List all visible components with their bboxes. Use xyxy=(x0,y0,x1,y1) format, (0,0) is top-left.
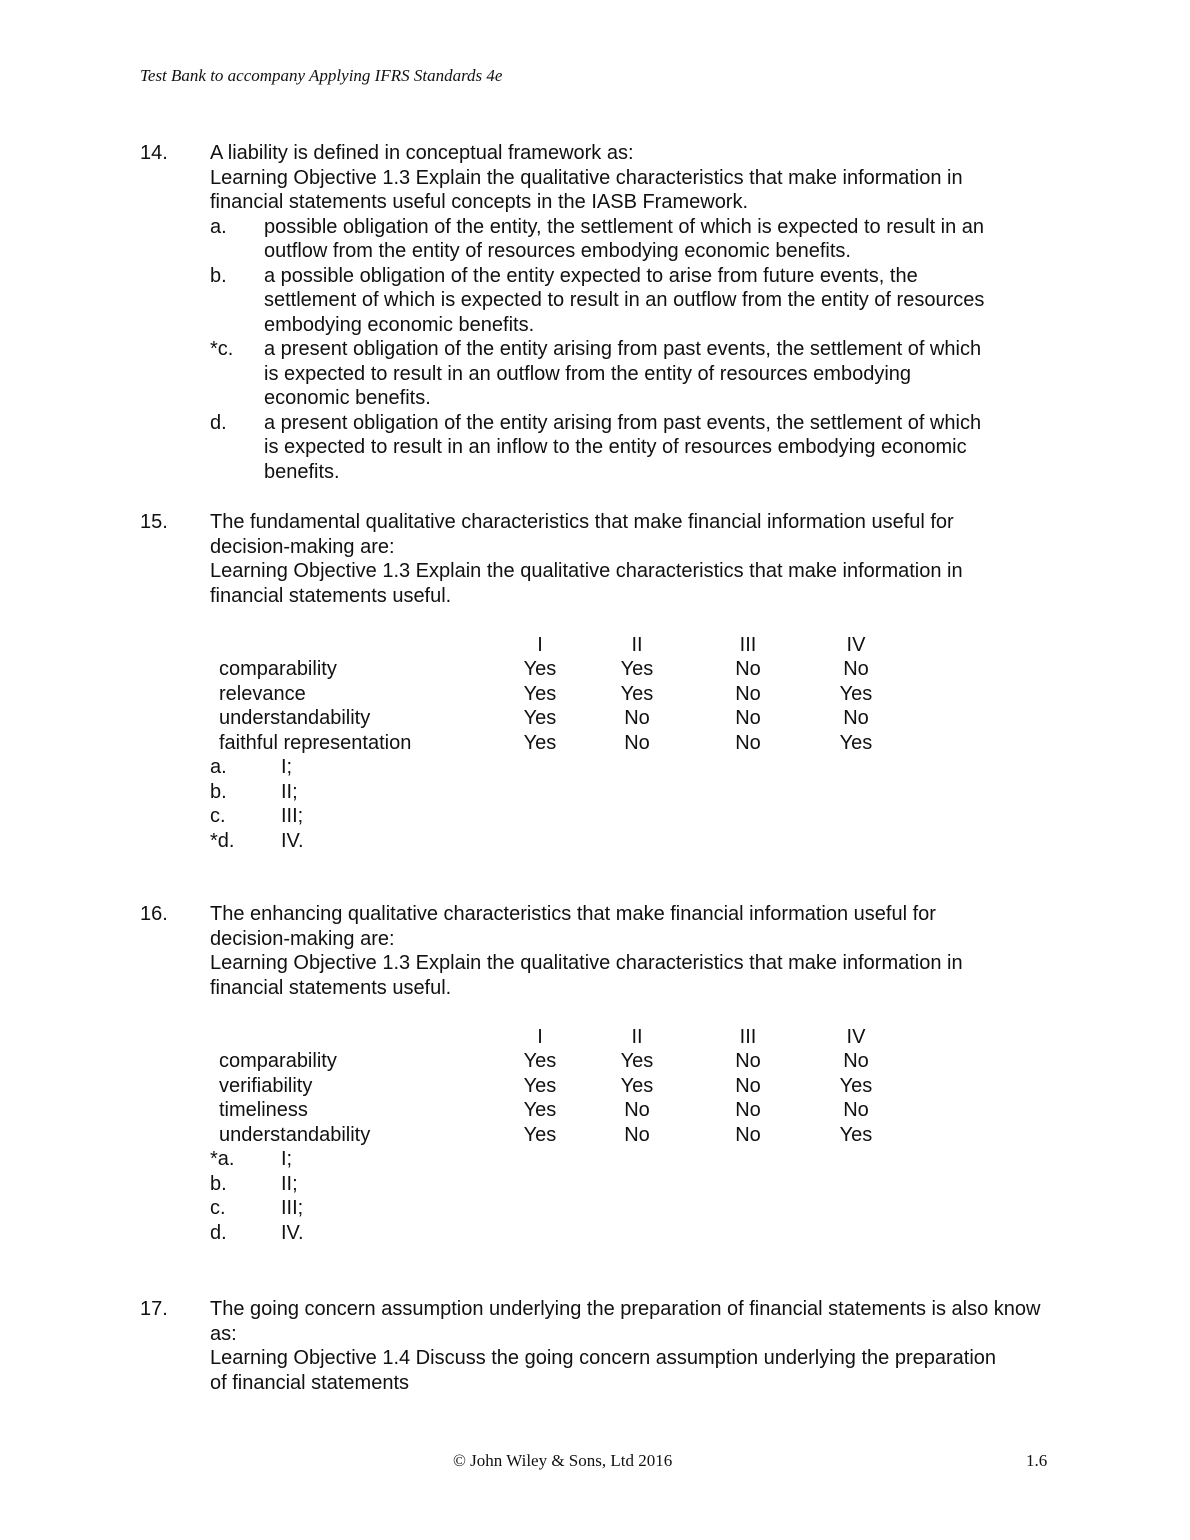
table-cell: Yes xyxy=(523,707,557,729)
option-letter: a. xyxy=(210,215,227,238)
choice-text: III; xyxy=(281,805,304,827)
table-column-header: II xyxy=(631,1025,643,1048)
table-cell: Yes xyxy=(523,682,557,705)
option-text-line: possible obligation of the entity, the settlement of which is expected to result in an xyxy=(264,215,985,238)
table-row-label: timeliness xyxy=(219,1099,308,1121)
question-number: 17. xyxy=(140,1298,168,1320)
choice-text: II; xyxy=(281,1172,298,1195)
table-cell: No xyxy=(624,707,650,729)
table-cell: No xyxy=(843,658,869,680)
table-column-header: I xyxy=(537,1025,543,1048)
choice-text: III; xyxy=(281,1197,304,1219)
table-cell: No xyxy=(735,1074,761,1097)
question-number: 16. xyxy=(140,903,168,925)
question-stem-line: The fundamental qualitative characteristics that make financial information useful for xyxy=(210,511,954,533)
choice-letter: d. xyxy=(210,1221,227,1244)
table-cell: No xyxy=(624,1099,650,1121)
option-text-line: benefits. xyxy=(264,460,340,483)
question-stem-line: Learning Objective 1.3 Explain the qualitative characteristics that make information in xyxy=(210,166,963,189)
option-letter: *c. xyxy=(210,338,234,360)
question-stem-line: as: xyxy=(210,1322,237,1345)
question-stem-line: of financial statements xyxy=(210,1371,409,1394)
question-stem-line: A liability is defined in conceptual framework as: xyxy=(210,142,634,164)
option-text-line: economic benefits. xyxy=(264,387,431,409)
table-row-label: faithful representation xyxy=(219,731,412,754)
table-row-label: comparability xyxy=(219,658,337,680)
table-row-label: relevance xyxy=(219,682,306,705)
question-stem-line: decision-making are: xyxy=(210,927,395,950)
table-cell: Yes xyxy=(839,1123,873,1146)
option-text-line: embodying economic benefits. xyxy=(264,313,535,336)
table-cell: Yes xyxy=(839,731,873,754)
choice-letter: *a. xyxy=(210,1148,235,1170)
footer-copyright: © John Wiley & Sons, Ltd 2016 xyxy=(453,1451,673,1470)
table-cell: Yes xyxy=(523,1123,557,1146)
table-cell: No xyxy=(735,682,761,705)
table-cell: No xyxy=(735,731,761,754)
table-cell: No xyxy=(624,731,650,754)
choice-letter: *d. xyxy=(210,829,235,852)
option-letter: d. xyxy=(210,411,227,434)
table-cell: No xyxy=(735,1123,761,1146)
choice-text: II; xyxy=(281,780,298,803)
table-cell: Yes xyxy=(620,1050,654,1072)
choice-text: I; xyxy=(281,756,293,778)
option-text-line: a present obligation of the entity arising from past events, the settlement of which xyxy=(264,411,982,434)
table-cell: Yes xyxy=(523,658,557,680)
question-stem-line: decision-making are: xyxy=(210,535,395,558)
table-row-label: comparability xyxy=(219,1050,337,1072)
choice-letter: c. xyxy=(210,805,226,827)
table-cell: No xyxy=(843,1050,869,1072)
table-cell: Yes xyxy=(523,1099,557,1121)
question-number: 15. xyxy=(140,511,168,533)
question-stem-line: Learning Objective 1.3 Explain the qualitative characteristics that make information in xyxy=(210,952,963,974)
running-header: Test Bank to accompany Applying IFRS Standards 4e xyxy=(140,66,503,85)
choice-letter: b. xyxy=(210,780,227,803)
table-column-header: III xyxy=(739,1025,757,1048)
choice-letter: a. xyxy=(210,756,227,778)
question-stem-line: Learning Objective 1.3 Explain the qualitative characteristics that make information in xyxy=(210,560,963,582)
option-text-line: a present obligation of the entity arising from past events, the settlement of which xyxy=(264,338,982,360)
table-cell: No xyxy=(843,707,869,729)
table-column-header: II xyxy=(631,633,643,656)
question-stem-line: Learning Objective 1.4 Discuss the going concern assumption underlying the preparation xyxy=(210,1347,997,1369)
table-cell: No xyxy=(624,1123,650,1146)
table-column-header: III xyxy=(739,633,757,656)
question-number: 14. xyxy=(140,142,168,164)
choice-text: IV. xyxy=(281,1221,304,1244)
page-number: 1.6 xyxy=(1026,1451,1048,1470)
choice-letter: b. xyxy=(210,1172,227,1195)
table-column-header: IV xyxy=(846,633,866,656)
choice-letter: c. xyxy=(210,1197,226,1219)
option-text-line: a possible obligation of the entity expected to arise from future events, the xyxy=(264,264,918,287)
question-stem-line: financial statements useful concepts in the IASB Framework. xyxy=(210,191,749,213)
table-cell: Yes xyxy=(620,658,654,680)
option-text-line: outflow from the entity of resources embodying economic benefits. xyxy=(264,240,851,262)
option-text-line: is expected to result in an outflow from the entity of resources embodying xyxy=(264,362,912,385)
table-row-label: verifiability xyxy=(219,1074,313,1097)
table-cell: Yes xyxy=(839,682,873,705)
table-cell: No xyxy=(735,707,761,729)
table-cell: Yes xyxy=(620,1074,654,1097)
option-letter: b. xyxy=(210,264,227,287)
choice-text: IV. xyxy=(281,829,304,852)
table-row-label: understandability xyxy=(219,707,371,729)
table-cell: No xyxy=(735,1050,761,1072)
table-cell: No xyxy=(735,1099,761,1121)
table-cell: Yes xyxy=(523,1074,557,1097)
table-cell: No xyxy=(843,1099,869,1121)
table-column-header: I xyxy=(537,633,543,656)
question-stem-line: The going concern assumption underlying the preparation of financial statements is also know xyxy=(210,1298,1041,1320)
table-cell: Yes xyxy=(523,1050,557,1072)
question-stem-line: financial statements useful. xyxy=(210,584,452,607)
choice-text: I; xyxy=(281,1148,293,1170)
table-row-label: understandability xyxy=(219,1123,371,1146)
table-cell: Yes xyxy=(620,682,654,705)
option-text-line: settlement of which is expected to result in an outflow from the entity of resources xyxy=(264,289,985,311)
table-column-header: IV xyxy=(846,1025,866,1048)
table-cell: Yes xyxy=(523,731,557,754)
question-stem-line: financial statements useful. xyxy=(210,976,452,999)
table-cell: Yes xyxy=(839,1074,873,1097)
option-text-line: is expected to result in an inflow to the entity of resources embodying economic xyxy=(264,436,967,458)
table-cell: No xyxy=(735,658,761,680)
question-stem-line: The enhancing qualitative characteristics that make financial information useful for xyxy=(210,903,936,925)
